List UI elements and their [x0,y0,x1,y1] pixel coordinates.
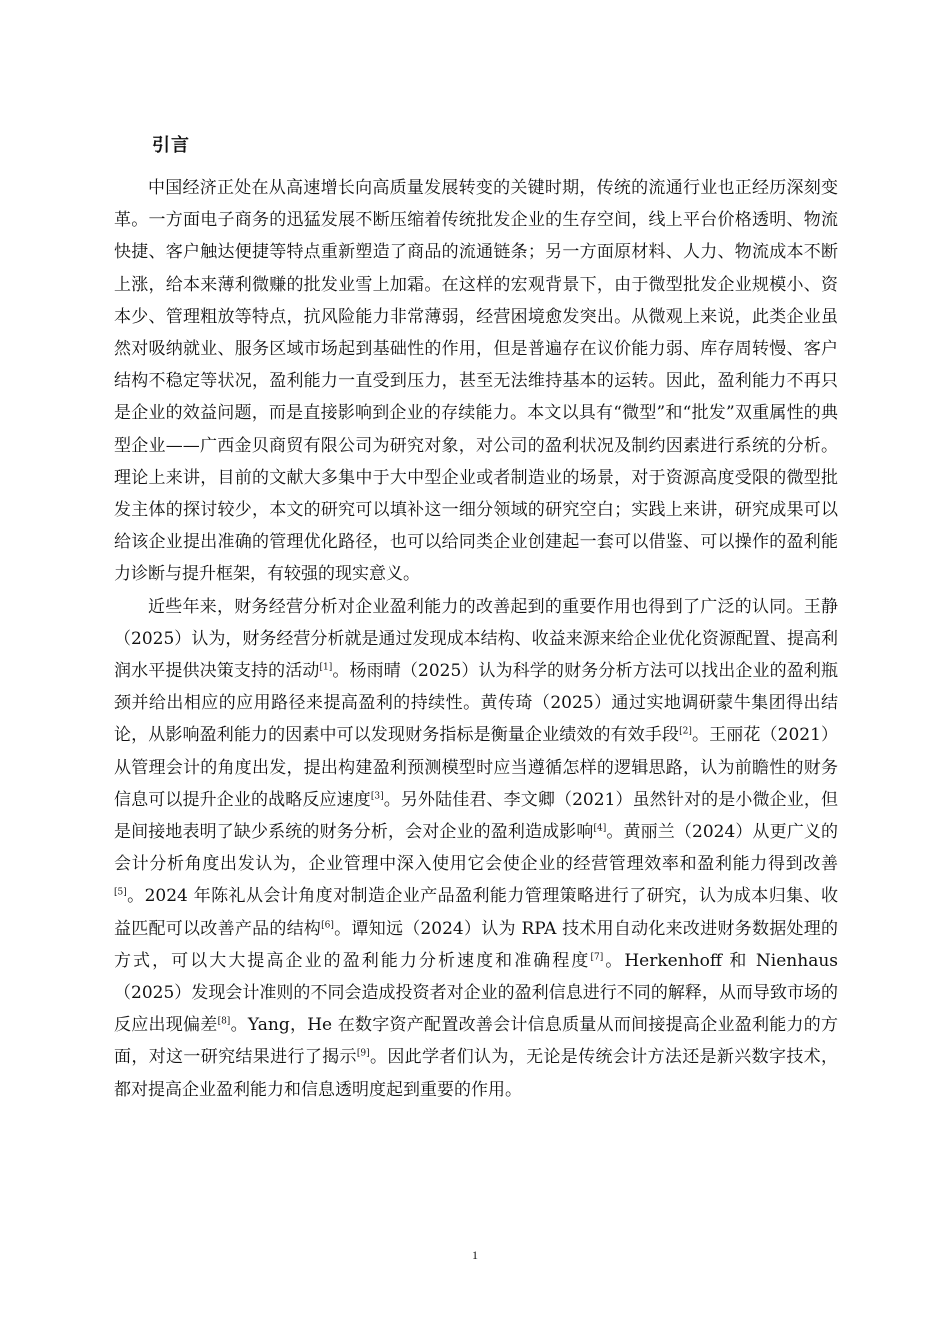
paragraph-text: 。王丽花（2021）从管理会计的角度出发，提出构建盈利预测模型时应当遵循怎样的逻辑思路，认为前瞻性的财务信息可以提升企业的战略反应速度 [114,725,839,810]
paragraph-text: 。黄丽兰（2024）从更广义的会计分析角度出发认为，企业管理中深入使用它会使企业的经营管理效率和盈利能力得到改善 [114,822,839,875]
citation-marker: [2] [679,726,692,737]
citation-marker: [6] [321,920,334,931]
paragraph [114,591,838,1106]
paragraph-text: 。另外陆佳君、李文卿（2021）虽然针对的是小微企业，但是间接地表明了缺少系统的财务分析，会对企业的盈利造成影响 [114,789,839,843]
citation-marker: [5] [114,887,127,898]
paragraph-text: 中国经济正处在从高速增长向高质量发展转变的关键时期，传统的流通行业也正经历深刻变革。一方面电子商务的迅猛发展不断压缩着传统批发企业的生存空间，线上平台价格透明、物流快捷、客户触达便捷等特点重新塑造了商品的流通链条；另一方面原材料、人力、物流成本不断上涨，给本来薄利微赚的批发业雪上加霜。在这样的宏观背景下，由于微型批发企业规模小、资本少、管理粗放等特点，抗风险能力非常薄弱，经营困境愈发突出。从微观上来说，此类企业虽然对吸纳就业、服务区域市场起到基础性的作用，但是普遍存在议价能力弱、库存周转慢、客户结构不稳定等状况，盈利能力一直受到压力，甚至无法维持基本的运转。因此，盈利能力不再只是企业的效益问题，而是直接影响到企业的存续能力。本文以具有“微型”和“批发”双重属性的典型企业——广西金贝商贸有限公司为研究对象，对公司的盈利状况及制约因素进行系统的分析。理论上来讲，目前的文献大多集中于大中型企业或者制造业的场景，对于资源高度受限的微型批发主体的探讨较少，本文的研究可以填补这一细分领域的研究空白；实践上来讲，研究成果可以给该企业提出准确的管理优化路径，也可以给同类企业创建起一套可以借鉴、可以操作的盈利能力诊断与提升框架，有较强的现实意义。 [114,178,838,585]
citation-marker: [7] [590,952,604,963]
paragraph-text: 。杨雨晴（2025）认为科学的财务分析方法可以找出企业的盈利瓶颈并给出相应的应用路径来提高盈利的持续性。黄传琦（2025）通过实地调研蒙牛集团得出结论，从影响盈利能力的因素中可以发现财务指标是衡量企业绩效的有效手段 [114,661,839,746]
paragraph-text: 。2024 年陈礼从会计角度对制造企业产品盈利能力管理策略进行了研究，认为成本归集、收益匹配可以改善产品的结构 [114,886,838,939]
citation-marker: [1] [319,662,333,673]
body-text [114,172,838,1106]
citation-marker: [3] [370,791,384,802]
paragraph-text: 。Herkenhoff 和 Nienhaus（2025）发现会计准则的不同会造成投资者对企业的盈利信息进行不同的解释，从而导致市场的反应出现偏差 [114,950,838,1036]
citation-marker: [8] [217,1016,231,1027]
section-heading: 引言 [152,135,190,156]
paragraph-text: 。Yang，He 在数字资产配置改善会计信息质量从而间接提高企业盈利能力的方面，对这一研究结果进行了揭示 [114,1015,838,1068]
citation-marker: [4] [593,823,607,834]
paragraph-text: 。因此学者们认为，无论是传统会计方法还是新兴数字技术，都对提高企业盈利能力和信息透明度起到重要的作用。 [114,1047,839,1100]
paragraph-text: 。谭知远（2024）认为 RPA 技术用自动化来改进财务数据处理的方式，可以大大提高企业的盈利能力分析速度和准确程度 [114,918,839,971]
paragraph [114,172,838,591]
paragraph-text: 近些年来，财务经营分析对企业盈利能力的改善起到的重要作用也得到了广泛的认同。王静（2025）认为，财务经营分析就是通过发现成本结构、收益来源来给企业优化资源配置、提高利润水平提供决策支持的活动 [114,596,838,682]
page-number: 1 [472,1248,478,1262]
citation-marker: [9] [356,1048,370,1059]
